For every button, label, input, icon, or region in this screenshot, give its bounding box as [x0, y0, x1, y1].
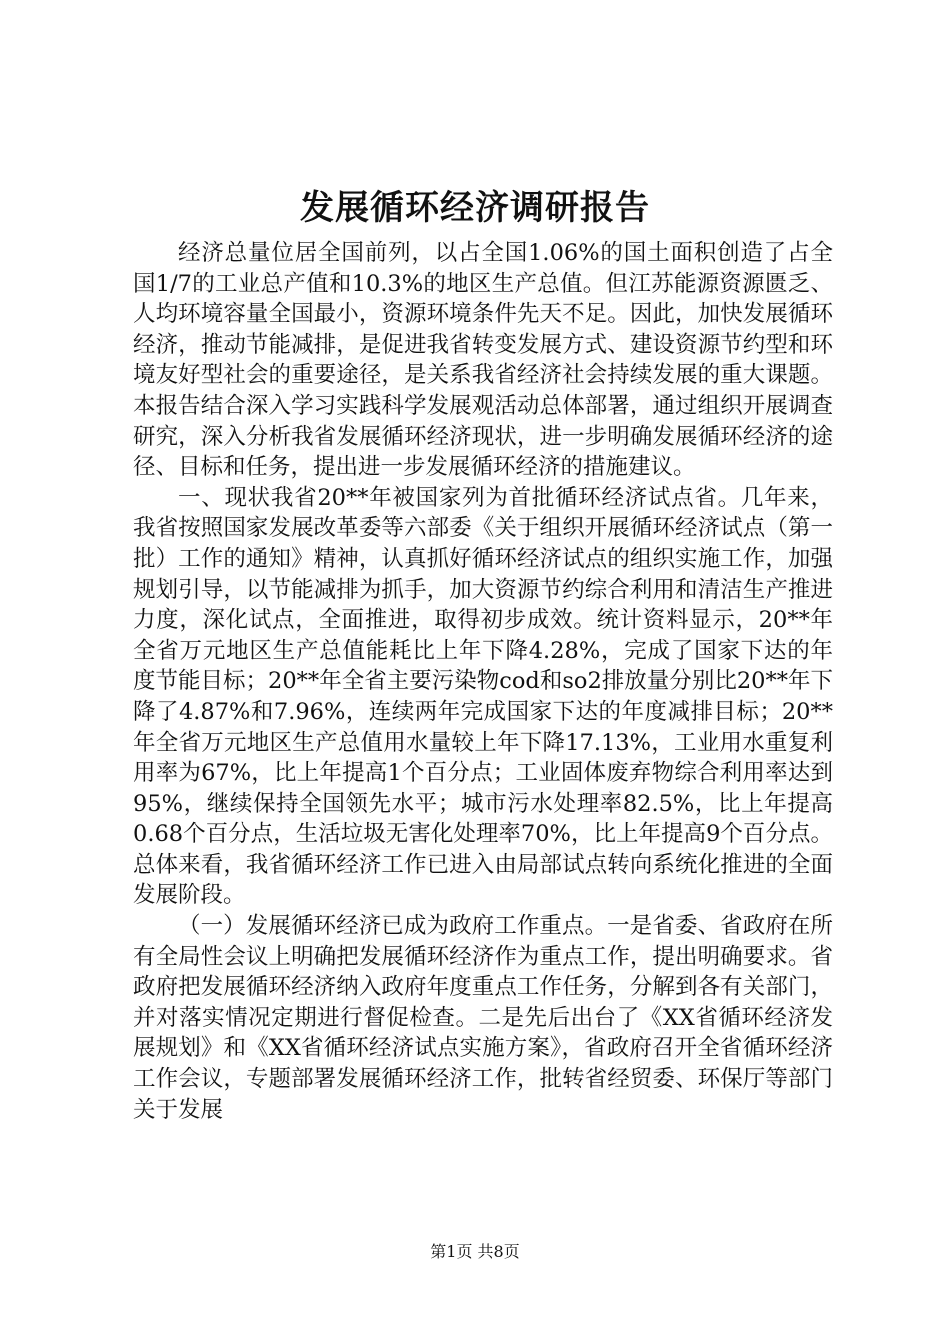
paragraph-government-focus: （一）发展循环经济已成为政府工作重点。一是省委、省政府在所有全局性会议上明确把发展循环经济作为重点工作，提出明确要求。省政府把发展循环经济纳入政府年度重点工作任务，分解到各有关部门，并对落实情况定期进行督促检查。二是先后出台了《XX省循环经济发展规划》和《XX省循环经济试点实施方案》，省政府召开全省循环经济工作会议，专题部署发展循环经济工作，批转省经贸委、环保厅等部门关于发展 [133, 913, 833, 1123]
paragraph-intro: 经济总量位居全国前列，以占全国1.06%的国土面积创造了占全国1/7的工业总产值和10.3%的地区生产总值。但江苏能源资源匮乏、人均环境容量全国最小，资源环境条件先天不足。因此，加快发展循环经济，推动节能减排，是促进我省转变发展方式、建设资源节约型和环境友好型社会的重要途径，是关系我省经济社会持续发展的重大课题。本报告结合深入学习实践科学发展观活动总体部署，通过组织开展调查研究，深入分析我省发展循环经济现状，进一步明确发展循环经济的途径、目标和任务，提出进一步发展循环经济的措施建议。 [133, 240, 833, 481]
page-footer: 第1页 共8页 [430, 1242, 520, 1261]
document-title: 发展循环经济调研报告 [300, 188, 650, 228]
document-body [133, 238, 833, 1125]
paragraph-status: 一、现状我省20**年被国家列为首批循环经济试点省。几年来，我省按照国家发展改革委等六部委《关于组织开展循环经济试点（第一批）工作的通知》精神，认真抓好循环经济试点的组织实施工作，加强规划引导，以节能减排为抓手，加大资源节约综合利用和清洁生产推进力度，深化试点，全面推进，取得初步成效。统计资料显示，20**年全省万元地区生产总值能耗比上年下降4.28%，完成了国家下达的年度节能目标；20**年全省主要污染物cod和so2排放量分别比20**年下降了4.87%和7.96%，连续两年完成国家下达的年度减排目标；20**年全省万元地区生产总值用水量较上年下降17.13%，工业用水重复利用率为67%，比上年提高1个百分点；工业固体废弃物综合利用率达到95%，继续保持全国领先水平；城市污水处理率82.5%，比上年提高0.68个百分点，生活垃圾无害化处理率70%，比上年提高9个百分点。总体来看，我省循环经济工作已进入由局部试点转向系统化推进的全面发展阶段。 [133, 484, 833, 909]
